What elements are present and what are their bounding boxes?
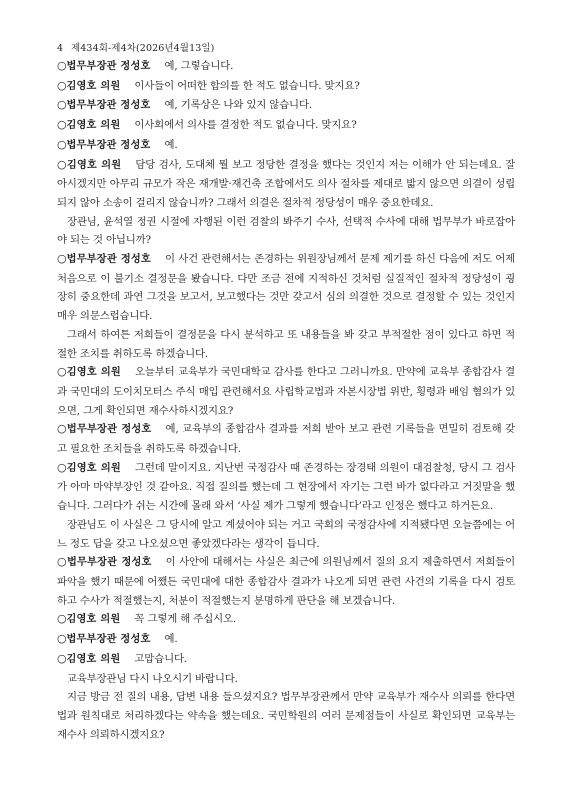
speaker-name: 김영호 의원: [66, 120, 121, 132]
session-info: 제434회-제4차(2026년4월13일): [71, 43, 215, 54]
speaker-mark: ○: [57, 137, 67, 151]
speech-text: 이 사안에 대해서는 사실은 최근에 의원님께서 질의 요지 제출하면서 저희들이 파악을 했기 때문에 어쨌든 국민대에 대한 종합감사 결과가 나오게 되면 관련 사건의 기록을 다시 검토하고 수사가 적절했는지, 처분이 적절했는지 분명하게 판단을 해 보겠습니다.: [57, 556, 515, 607]
speaker-name: 김영호 의원: [66, 653, 121, 665]
speaker-mark: ○: [57, 612, 67, 626]
speech-kim: [57, 459, 515, 516]
speaker-name: 김영호 의원: [66, 159, 122, 171]
speaker-name: 법무부장관 정성호: [66, 100, 151, 112]
speech-kim: [57, 610, 515, 630]
speaker-mark: ○: [57, 460, 67, 474]
speaker-mark: ○: [57, 252, 67, 266]
continuation-paragraph: 지금 방금 전 질의 내용, 답변 내용 들으셨지요? 법무부장관께서 만약 교육부가 재수사 의뢰를 한다면 법과 원칙대로 처리하겠다는 약속을 했는데요. 국민학원의 여러 문제점들이 사실로 확인되면 교육부는 재수사 의뢰하시겠지요?: [57, 691, 515, 741]
speech-minister: [57, 96, 515, 116]
continuation-paragraph: 그래서 하여튼 저희들이 결정문을 다시 분석하고 또 내용들을 봐 갖고 부적절한 점이 있다고 하면 적절한 조치를 취하도록 하겠습니다.: [57, 328, 515, 360]
speaker-name: 김영호 의원: [66, 367, 121, 379]
speaker-mark: ○: [57, 78, 67, 92]
speaker-mark: ○: [57, 651, 67, 665]
speaker-name: 법무부장관 정성호: [66, 139, 151, 151]
speaker-name: 법무부장관 정성호: [66, 557, 152, 569]
speech-kim: [57, 650, 515, 670]
speech-text: 예, 기록상은 나와 있지 않습니다.: [164, 99, 312, 112]
speaker-mark: ○: [57, 157, 67, 171]
speaker-mark: ○: [57, 555, 67, 569]
speech-text: 예.: [164, 138, 178, 151]
speech-minister: [57, 420, 515, 458]
speaker-name: 법무부장관 정성호: [66, 424, 152, 436]
speech-minister: [57, 136, 515, 156]
speaker-name: 법무부장관 정성호: [66, 254, 151, 266]
speech-kim: [57, 116, 515, 136]
speaker-mark: ○: [57, 98, 67, 112]
speech-text: 고맙습니다.: [134, 652, 187, 665]
page-header: [57, 40, 517, 54]
speech-text: 예.: [164, 633, 178, 646]
speech-text: 예, 그렇습니다.: [164, 60, 234, 72]
speech-text: 담당 검사, 도대체 뭘 보고 정당한 결정을 했다는 것인지 저는 이해가 안 되는데요. 잘 아시겠지만 아무리 규모가 작은 재개발·재건축 조합에서도 의사 절차를 제대로 밟지 않으면 의결이 성립되지 않아 소송이 걸리지 않습니까? 그래서 의결은 절차적 정당성이 매우 중요한데요.: [57, 158, 515, 209]
speech-minister: [57, 553, 515, 610]
speech-kim: [57, 77, 515, 97]
speech-text: 이사들이 어떠한 합의를 한 적도 없습니다. 맞지요?: [134, 79, 360, 92]
speech-text: 꼭 그렇게 해 주십시오.: [134, 613, 237, 626]
page-number: 4: [57, 43, 64, 54]
speech-kim: [57, 156, 515, 213]
speaker-mark: ○: [57, 118, 67, 132]
speaker-name: 김영호 의원: [66, 80, 121, 92]
speaker-name: 법무부장관 정성호: [66, 61, 151, 72]
speech-text: 오늘부터 교육부가 국민대학교 감사를 한다고 그러니까요. 만약에 교육부 종합감사 결과 국민대의 도이치모터스 주식 매입 관련해서요 사립학교법과 자본시장법 위반, 횡령과 배임 혐의가 있으면, 그게 확인되면 재수사하시겠지요?: [57, 366, 516, 417]
speaker-mark: ○: [57, 632, 67, 646]
speech-minister: [57, 630, 515, 650]
speech-text: 예, 교육부의 종합감사 결과를 저희 받아 보고 관련 기록들을 면밀히 검토해 갖고 필요한 조치들을 취하도록 하겠습니다.: [57, 423, 515, 456]
speech-kim: [57, 363, 515, 420]
speaker-mark: ○: [57, 59, 67, 72]
speaker-mark: ○: [57, 365, 67, 379]
continuation-paragraph: 장관님, 윤석열 정권 시절에 자행된 이런 검찰의 봐주기 수사, 선택적 수사에 대해 법무부가 바로잡아야 되는 것 아닙니까?: [57, 215, 515, 247]
continuation-paragraph: 교육부장관님 다시 나오시기 바랍니다.: [67, 672, 238, 685]
speaker-mark: ○: [57, 422, 67, 436]
speech-minister: [57, 250, 515, 326]
speech-text: 이 사건 관련해서는 존경하는 위원장님께서 문제 제기를 하신 다음에 저도 어제 처음으로 이 불기소 결정문을 봤습니다. 다만 조금 전에 지적하신 것처럼 실질적인 절차적 정당성이 굉장히 중요한데 과연 그것을 보고서, 보고했다는 것만 갖고서 심의 의결한 것으로 결정할 수 있는 것인지 매우 의문스럽습니다.: [57, 253, 516, 323]
speaker-name: 김영호 의원: [66, 462, 121, 474]
speech-text: 그런데 말이지요. 지난번 국정감사 때 존경하는 장경태 의원이 대검찰청, 당시 그 검사가 아마 마약부장인 것 같아요. 직접 질의를 했는데 그 현장에서 자기는 그런 바가 없다라고 거짓말을 했습니다. 그러다가 쉬는 시간에 몰래 와서 ‘사실 제가 그렇게 했습니다’라고 인정은 했다고 하거든요.: [57, 461, 516, 513]
continuation-paragraph: 장관님도 이 사실은 그 당시에 알고 계셨어야 되는 거고 국회의 국정감사에 지적됐다면 오늘쯤에는 어느 정도 답을 갖고 나오셨으면 좋았겠다라는 생각이 듭니다.: [57, 518, 515, 550]
transcript-body: [57, 57, 515, 744]
speaker-name: 김영호 의원: [66, 614, 121, 626]
speech-text: 이사회에서 의사를 결정한 적도 없습니다. 맞지요?: [134, 119, 357, 132]
speaker-name: 법무부장관 정성호: [66, 634, 151, 646]
speech-minister: [57, 57, 515, 77]
